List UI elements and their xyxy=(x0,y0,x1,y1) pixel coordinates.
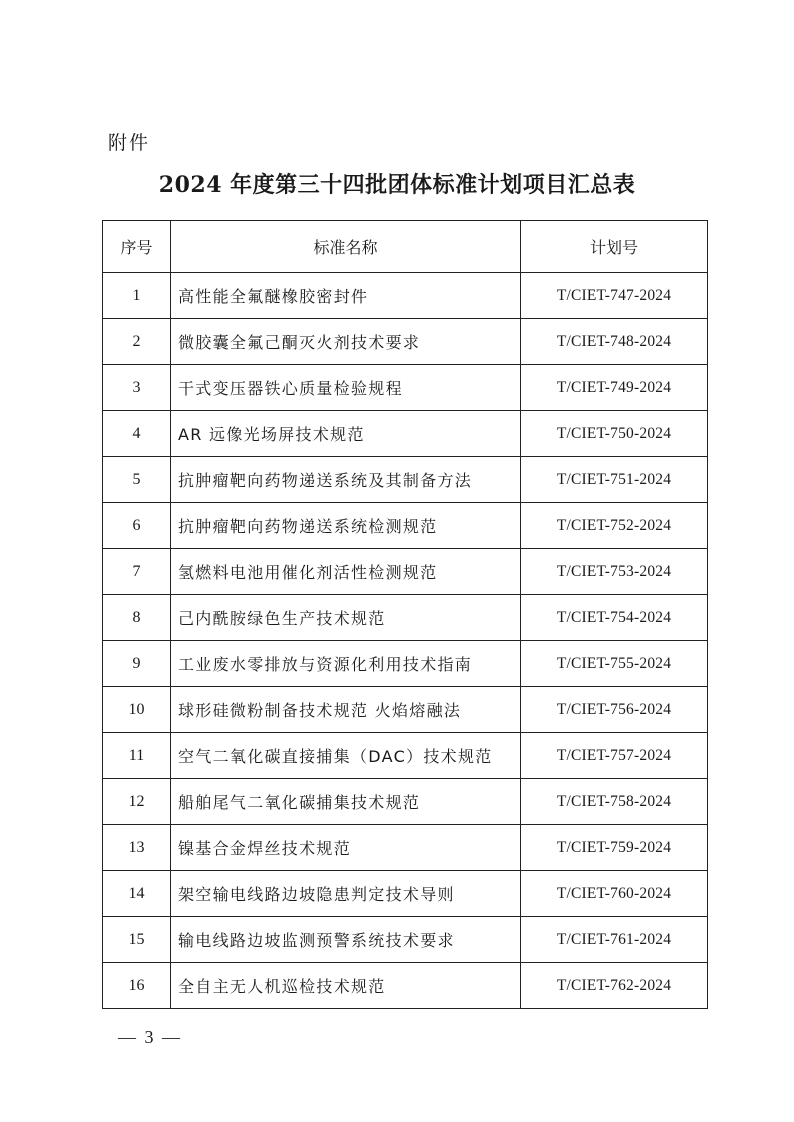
row-name: 干式变压器铁心质量检验规程 xyxy=(171,365,521,411)
row-name: 己内酰胺绿色生产技术规范 xyxy=(171,595,521,641)
row-plan-no: T/CIET-754-2024 xyxy=(521,595,708,641)
row-plan-no: T/CIET-749-2024 xyxy=(521,365,708,411)
attachment-label: 附件 xyxy=(108,132,151,154)
row-index: 1 xyxy=(103,273,171,319)
row-name: 抗肿瘤靶向药物递送系统检测规范 xyxy=(171,503,521,549)
row-index: 4 xyxy=(103,411,171,457)
page-number: — 3 — xyxy=(118,1027,182,1047)
header-index: 序号 xyxy=(103,221,171,273)
table-header-row xyxy=(103,221,708,273)
row-plan-no: T/CIET-757-2024 xyxy=(521,733,708,779)
row-plan-no: T/CIET-753-2024 xyxy=(521,549,708,595)
table-row xyxy=(103,641,708,687)
table-row xyxy=(103,825,708,871)
row-index: 2 xyxy=(103,319,171,365)
row-name: 输电线路边坡监测预警系统技术要求 xyxy=(171,917,521,963)
row-name: 高性能全氟醚橡胶密封件 xyxy=(171,273,521,319)
table-row xyxy=(103,319,708,365)
document-title: 2024 年度第三十四批团体标准计划项目汇总表 xyxy=(158,172,636,198)
row-plan-no: T/CIET-762-2024 xyxy=(521,963,708,1009)
row-name: 架空输电线路边坡隐患判定技术导则 xyxy=(171,871,521,917)
row-index: 3 xyxy=(103,365,171,411)
row-index: 14 xyxy=(103,871,171,917)
row-plan-no: T/CIET-748-2024 xyxy=(521,319,708,365)
table-row xyxy=(103,549,708,595)
row-index: 16 xyxy=(103,963,171,1009)
table-row xyxy=(103,733,708,779)
table-row xyxy=(103,963,708,1009)
row-name: 球形硅微粉制备技术规范 火焰熔融法 xyxy=(171,687,521,733)
table-row xyxy=(103,273,708,319)
row-plan-no: T/CIET-750-2024 xyxy=(521,411,708,457)
row-plan-no: T/CIET-752-2024 xyxy=(521,503,708,549)
row-name: 空气二氧化碳直接捕集（DAC）技术规范 xyxy=(171,733,521,779)
row-name: 抗肿瘤靶向药物递送系统及其制备方法 xyxy=(171,457,521,503)
row-plan-no: T/CIET-756-2024 xyxy=(521,687,708,733)
row-plan-no: T/CIET-747-2024 xyxy=(521,273,708,319)
row-index: 12 xyxy=(103,779,171,825)
row-plan-no: T/CIET-760-2024 xyxy=(521,871,708,917)
row-name: 微胶囊全氟己酮灭火剂技术要求 xyxy=(171,319,521,365)
row-name: 工业废水零排放与资源化利用技术指南 xyxy=(171,641,521,687)
row-index: 5 xyxy=(103,457,171,503)
row-plan-no: T/CIET-755-2024 xyxy=(521,641,708,687)
table-row xyxy=(103,917,708,963)
row-index: 8 xyxy=(103,595,171,641)
table-row xyxy=(103,595,708,641)
header-name: 标准名称 xyxy=(171,221,521,273)
table-row xyxy=(103,779,708,825)
row-name: 氢燃料电池用催化剂活性检测规范 xyxy=(171,549,521,595)
table-row xyxy=(103,411,708,457)
standards-table xyxy=(102,220,708,1009)
row-plan-no: T/CIET-759-2024 xyxy=(521,825,708,871)
row-index: 13 xyxy=(103,825,171,871)
row-index: 15 xyxy=(103,917,171,963)
row-name: 船舶尾气二氧化碳捕集技术规范 xyxy=(171,779,521,825)
row-index: 7 xyxy=(103,549,171,595)
header-plan-no: 计划号 xyxy=(521,221,708,273)
row-index: 10 xyxy=(103,687,171,733)
row-name: 全自主无人机巡检技术规范 xyxy=(171,963,521,1009)
row-plan-no: T/CIET-761-2024 xyxy=(521,917,708,963)
row-plan-no: T/CIET-758-2024 xyxy=(521,779,708,825)
row-name: 镍基合金焊丝技术规范 xyxy=(171,825,521,871)
table-row xyxy=(103,503,708,549)
row-index: 6 xyxy=(103,503,171,549)
table-row xyxy=(103,871,708,917)
row-name: AR 远像光场屏技术规范 xyxy=(171,411,521,457)
row-index: 11 xyxy=(103,733,171,779)
table-row xyxy=(103,365,708,411)
row-index: 9 xyxy=(103,641,171,687)
table-row xyxy=(103,687,708,733)
table-row xyxy=(103,457,708,503)
row-plan-no: T/CIET-751-2024 xyxy=(521,457,708,503)
